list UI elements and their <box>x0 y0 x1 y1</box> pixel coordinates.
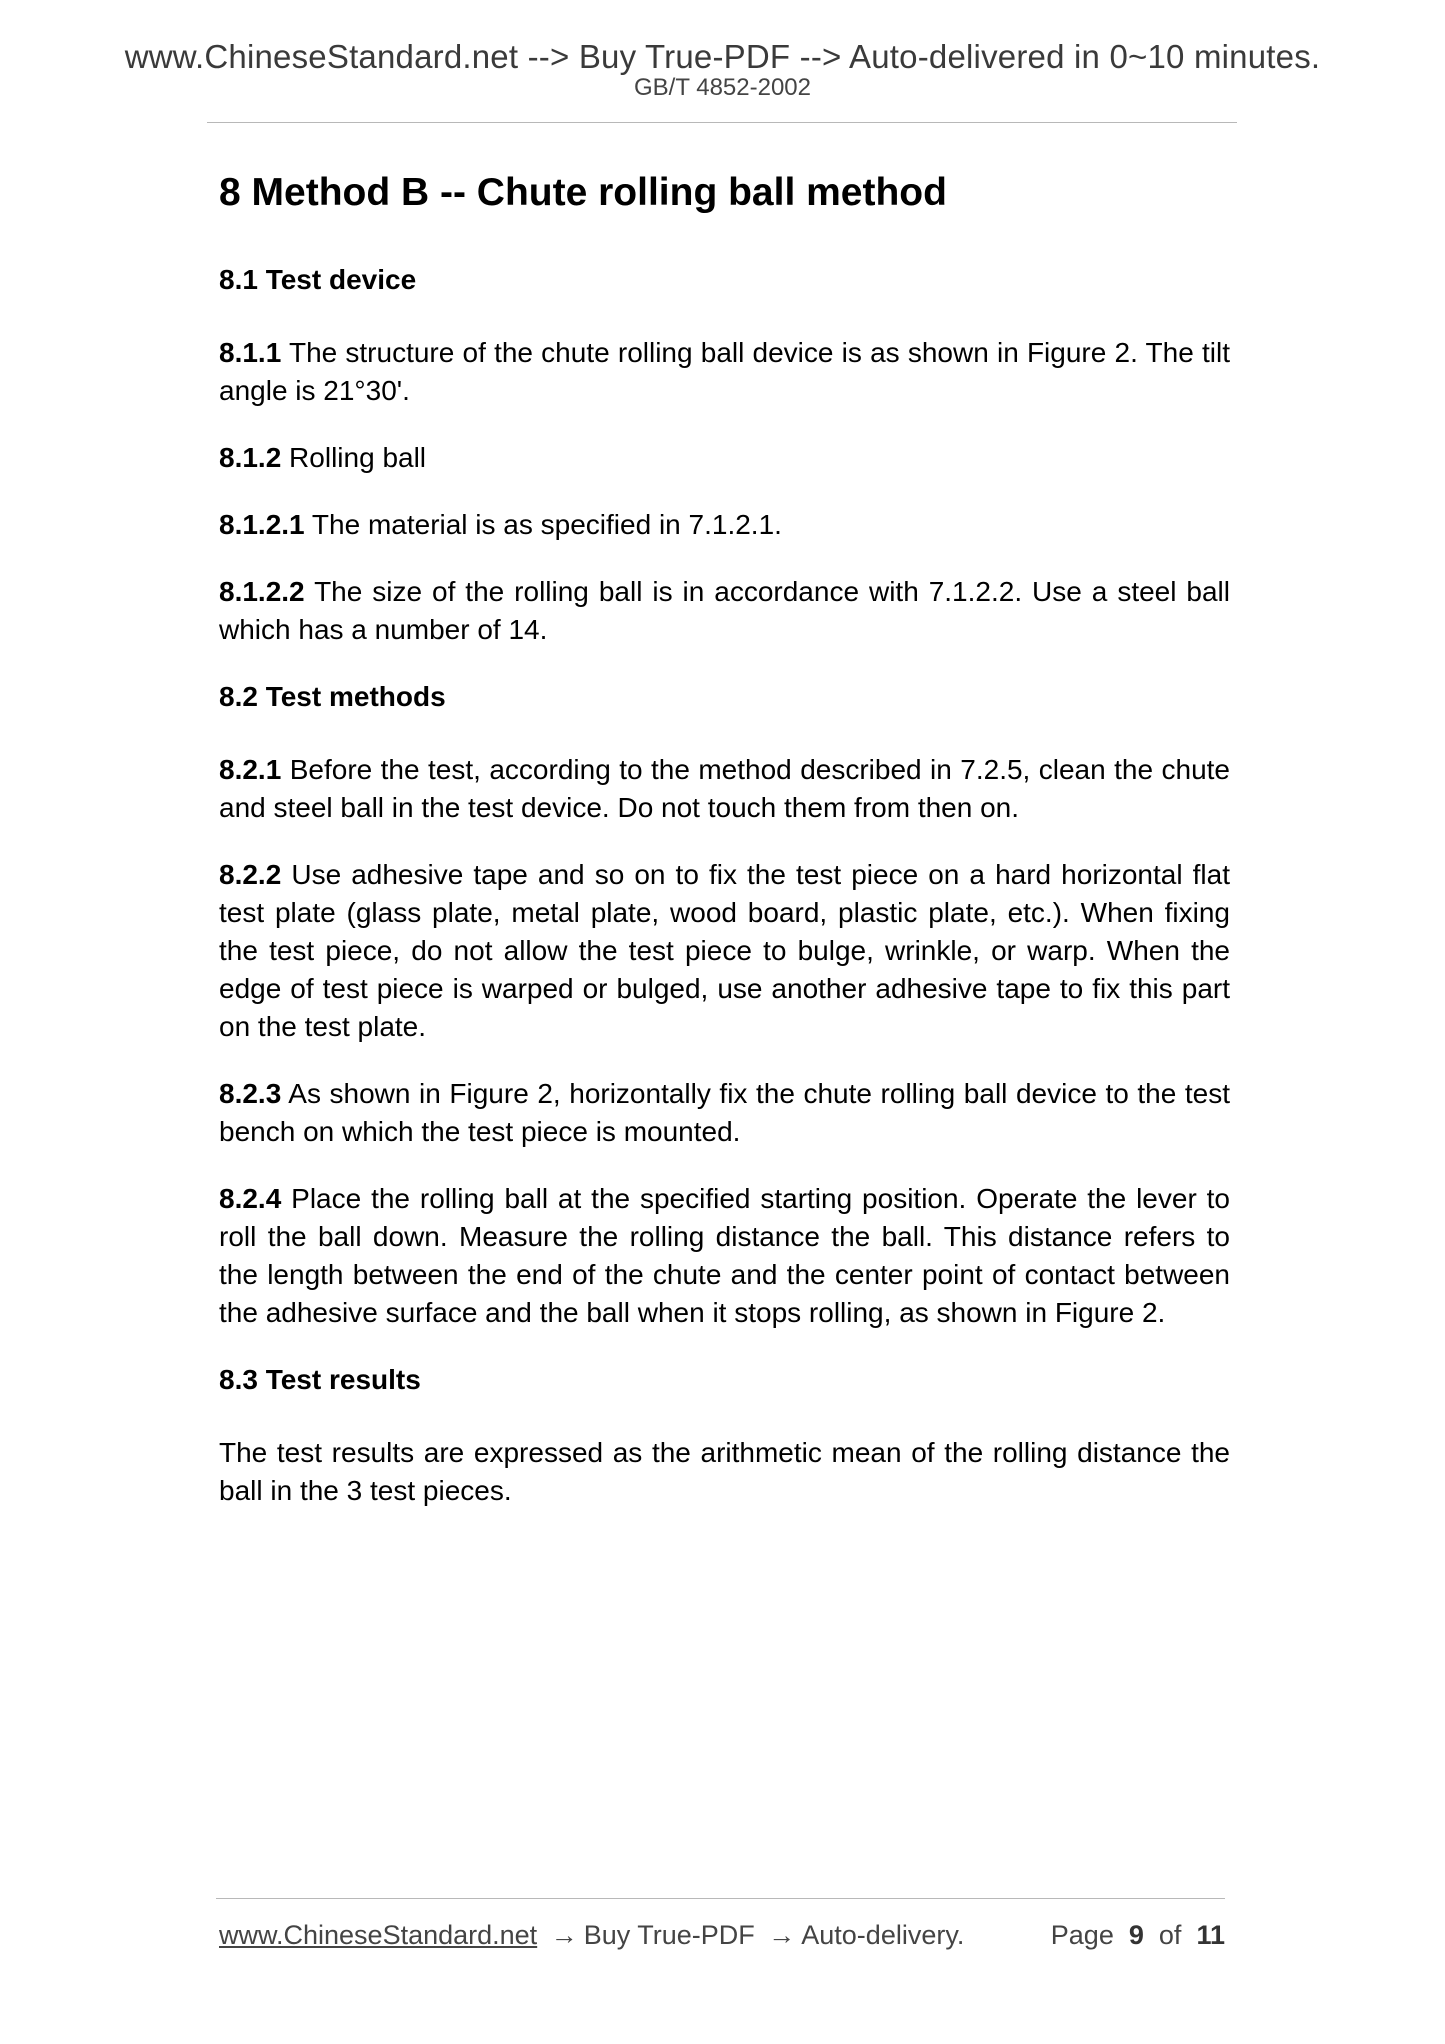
clause-8-2-2 <box>219 856 1230 1046</box>
section-title: 8 Method B -- Chute rolling ball method <box>219 171 947 214</box>
footer-site-link[interactable]: www.ChineseStandard.net <box>219 1920 538 1950</box>
clause-number: 8.2.2 <box>219 859 282 890</box>
of-label: of <box>1158 1920 1182 1950</box>
heading-8-3: 8.3 Test results <box>219 1364 421 1395</box>
clause-text: Rolling ball <box>281 442 427 473</box>
arrow-right-icon: → <box>768 1920 796 1950</box>
clause-number: 8.2.1 <box>219 754 282 785</box>
header-divider <box>207 122 1237 123</box>
top-banner[interactable]: www.ChineseStandard.net --> Buy True-PDF --> Auto-delivered in 0~10 minutes. <box>124 38 1321 75</box>
heading-8-1: 8.1 Test device <box>219 264 417 295</box>
clause-8-1-1 <box>219 334 1230 410</box>
page-label: Page <box>1050 1920 1114 1950</box>
clause-8-3-text: The test results are expressed as the arithmetic mean of the rolling distance the ball in the 3 test pieces. <box>219 1437 1230 1506</box>
clause-text: The material is as specified in 7.1.2.1. <box>304 509 782 540</box>
clause-number: 8.1.1 <box>219 337 282 368</box>
clause-text: The structure of the chute rolling ball device is as shown in Figure 2. The tilt angle is 21°30'. <box>219 337 1230 406</box>
clause-number: 8.1.2 <box>219 442 282 473</box>
clause-8-2-1 <box>219 751 1230 827</box>
clause-8-2-4 <box>219 1180 1230 1332</box>
clause-text: Before the test, according to the method described in 7.2.5, clean the chute and steel ball in the test device. Do not touch them from then on. <box>219 754 1230 823</box>
arrow-right-icon: → <box>550 1920 578 1950</box>
clause-number: 8.1.2.1 <box>219 509 305 540</box>
clause-text: Use adhesive tape and so on to fix the test piece on a hard horizontal flat test plate (glass plate, metal plate, wood board, plastic plate, etc.). When fixing the test piece, do not allow the test piece to bulge, wrinkle, or warp. When the edge of test piece is warped or bulged, use another adhesive tape to fix this part on the test plate. <box>219 859 1230 1042</box>
clause-8-2-3 <box>219 1075 1230 1151</box>
heading-8-2: 8.2 Test methods <box>219 681 446 712</box>
clause-8-1-2-2 <box>219 573 1230 649</box>
clause-number: 8.2.3 <box>219 1078 282 1109</box>
total-pages: 11 <box>1196 1920 1225 1950</box>
clause-number: 8.2.4 <box>219 1183 282 1214</box>
footer-delivery-text: Auto-delivery. <box>801 1920 965 1950</box>
page-content <box>219 168 1230 1539</box>
footer-buy-text: Buy True-PDF <box>583 1920 755 1950</box>
page-indicator <box>1051 1918 1225 1952</box>
footer-left <box>219 1918 964 1952</box>
clause-text: As shown in Figure 2, horizontally fix the chute rolling ball device to the test bench on which the test piece is mounted. <box>219 1078 1230 1147</box>
clause-text: Place the rolling ball at the specified starting position. Operate the lever to roll the ball down. Measure the rolling distance the ball. This distance refers to the length between the end of the chute and the center point of contact between the adhesive surface and the ball when it stops rolling, as shown in Figure 2. <box>219 1183 1230 1328</box>
page-number: 9 <box>1128 1920 1144 1950</box>
footer-divider <box>216 1898 1225 1899</box>
clause-number: 8.1.2.2 <box>219 576 305 607</box>
clause-8-1-2 <box>219 439 1230 477</box>
clause-text: The size of the rolling ball is in accordance with 7.1.2.2. Use a steel ball which has a number of 14. <box>219 576 1230 645</box>
document-code: GB/T 4852-2002 <box>633 74 811 101</box>
clause-8-1-2-1 <box>219 506 1230 544</box>
